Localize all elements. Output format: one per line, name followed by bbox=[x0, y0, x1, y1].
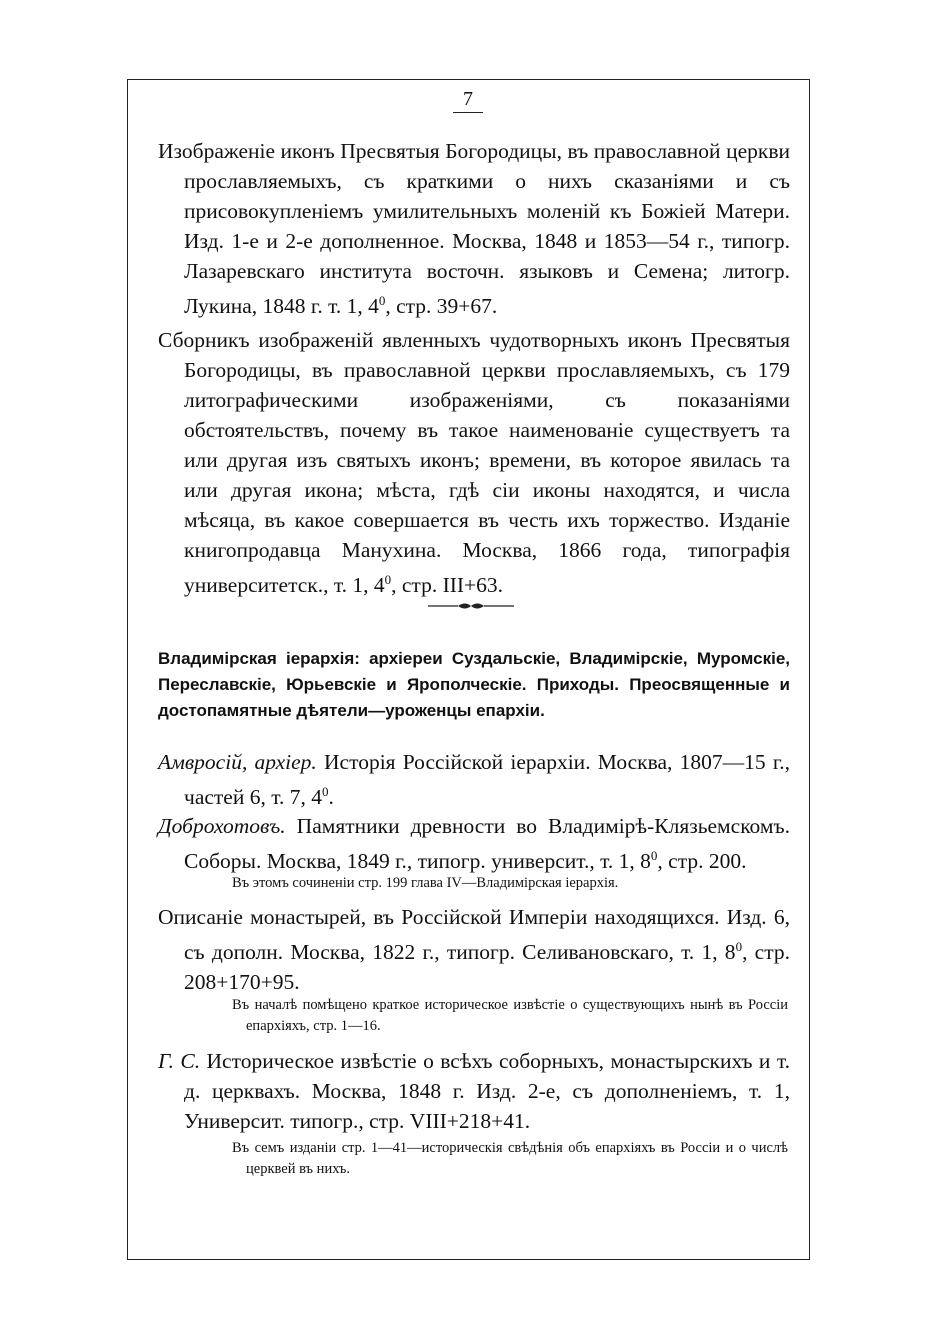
bibliography-entry: Амвросій, архіер. Исторія Россійской іерархіи. Москва, 1807—15 г., частей 6, т. 7, $4^0$. bbox=[158, 750, 790, 810]
bibliography-entry: Описаніе монастырей, въ Россійской Имперіи находящихся. Изд. 6, съ дополн. Москва, 1822 г., типогр. Селивановскаго, т. 1, $8^0$, стр. 208+170+95. bbox=[158, 905, 790, 995]
bibliography-entry: Г. С. Историческое извѣстіе о всѣхъ соборныхъ, монастырскихъ и т. д. церквахъ. Москва, 1848 г. Изд. 2-е, съ дополненіемъ, т. 1, Университ. типогр., стр. VIII+218+41. bbox=[158, 1049, 790, 1133]
entry-note: Въ началѣ помѣщено краткое историческое извѣстіе о существующихъ нынѣ въ Россіи епархіяхъ, стр. 1—16. bbox=[232, 997, 788, 1034]
entry-note: Въ семъ изданіи стр. 1—41—историческія свѣдѣнія объ епархіяхъ въ Россіи и о числѣ церквей въ нихъ. bbox=[232, 1140, 788, 1177]
bibliography-entry: Изображеніе иконъ Пресвятыя Богородицы, въ православной церкви прославляемыхъ, съ краткими о нихъ сказаніями и съ присовокупленіемъ умилительныхъ моленій къ Божіей Матери. Изд. 1-е и 2-е дополненное. Москва, 1848 и 1853—54 г., типогр. Лазаревскаго института восточн. языковъ и Семена; литогр. Лукина, 1848 г. т. 1, $4^0$, стр. 39+67. bbox=[158, 139, 790, 319]
section-heading: Владимірская іерархія: архіереи Суздальскіе, Владимірскіе, Муромскіе, Переславскіе, Юрьевскіе и Ярополческіе. Приходы. Преосвященные и достопамятные дѣятели—уроженцы епархіи. bbox=[158, 649, 790, 720]
bibliography-entry: Доброхотовъ. Памятники древности во Владимірѣ-Клязьемскомъ. Соборы. Москва, 1849 г., типогр. университ., т. 1, $8^0$, стр. 200. bbox=[158, 814, 790, 874]
page-number: 7 bbox=[0, 88, 936, 113]
entry-note: Въ этомъ сочиненіи стр. 199 глава IV—Владимірская іерархія. bbox=[232, 875, 619, 891]
ornament-divider bbox=[428, 599, 514, 613]
bibliography-entry: Сборникъ изображеній явленныхъ чудотворныхъ иконъ Пресвятыя Богородицы, въ православной церкви прославляемыхъ, съ 179 литографическими изображеніями, съ показаніями обстоятельствъ, почему въ такое наименованіе существуетъ та или другая изъ святыхъ иконъ; времени, въ которое явилась та или другая икона; мѣста, гдѣ сіи иконы находятся, и числа мѣсяца, въ какое совершается въ честь ихъ торжество. Изданіе книгопродавца Манухина. Москва, 1866 года, типографія университетск., т. 1, $4^0$, стр. III+63. bbox=[158, 328, 790, 598]
